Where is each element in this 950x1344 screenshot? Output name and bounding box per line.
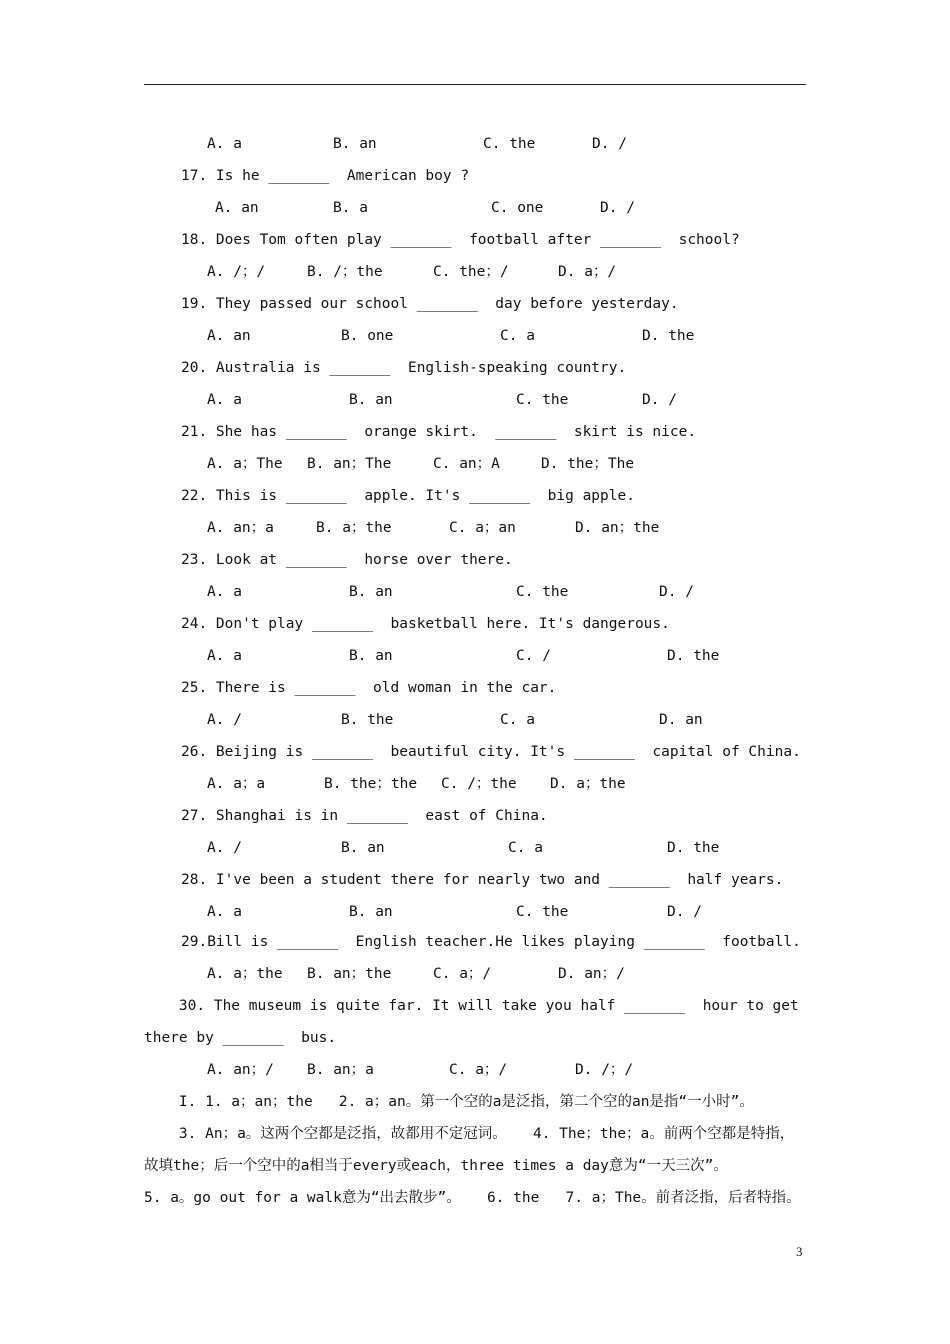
option-b: B. an <box>333 136 377 152</box>
question-options <box>207 260 617 284</box>
option-d: D. an <box>659 712 703 728</box>
option-b: B. /；the <box>307 264 383 280</box>
question-stem: 29.Bill is _______ English teacher.He likes playing _______ football. <box>181 934 801 950</box>
question-options <box>207 1058 634 1082</box>
option-c: C. the <box>516 584 569 600</box>
option-a: A. a <box>207 136 242 152</box>
option-a: A. an <box>207 328 251 344</box>
option-b: B. an；a <box>307 1062 374 1078</box>
question-options <box>207 388 677 412</box>
option-c: C. one <box>491 200 544 216</box>
question-options <box>207 772 626 796</box>
question-stem-line1: 30. The museum is quite far. It will take you half _______ hour to get <box>144 998 799 1014</box>
option-a: A. a；The <box>207 456 283 472</box>
option-a: A. /；/ <box>207 264 266 280</box>
option-b: B. an <box>349 584 393 600</box>
question-options <box>207 644 720 668</box>
option-b: B. an <box>341 840 385 856</box>
option-c: C. / <box>516 648 551 664</box>
option-c: C. a <box>500 328 535 344</box>
option-c: C. a；an <box>449 520 516 536</box>
question-options <box>207 580 694 604</box>
answer-line: 3. An；a。这两个空都是泛指，故都用不定冠词。 4. The；the；a。前两个空都是特指， <box>144 1126 795 1142</box>
question-stem: 22. This is _______ apple. It's _______ big apple. <box>181 488 635 504</box>
question-stem: 25. There is _______ old woman in the car. <box>181 680 557 696</box>
option-d: D. the <box>642 328 695 344</box>
option-d: D. the <box>667 648 720 664</box>
question-stem: 27. Shanghai is in _______ east of China. <box>181 808 548 824</box>
question-stem: 24. Don't play _______ basketball here. It's dangerous. <box>181 616 670 632</box>
option-a: A. an；/ <box>207 1062 274 1078</box>
option-d: D. the <box>667 840 720 856</box>
option-d: D. an；/ <box>558 966 625 982</box>
option-c: C. the；/ <box>433 264 509 280</box>
question-options <box>207 900 702 924</box>
option-a: A. a <box>207 648 242 664</box>
option-a: A. a；the <box>207 966 283 982</box>
option-c: C. a；/ <box>433 966 492 982</box>
option-c: C. an；A <box>433 456 500 472</box>
options-q16 <box>207 132 627 156</box>
answer-line: 故填the；后一个空中的a相当于every或each，three times a day意为“一天三次”。 <box>144 1158 728 1174</box>
option-d: D. / <box>659 584 694 600</box>
option-c: C. a <box>508 840 543 856</box>
answer-line: 5. a。go out for a walk意为“出去散步”。 6. the 7. a；The。前者泛指，后者特指。 <box>144 1190 801 1206</box>
question-options <box>207 962 625 986</box>
question-stem: 20. Australia is _______ English-speaking country. <box>181 360 627 376</box>
option-c: C. the <box>516 392 569 408</box>
option-a: A. a <box>207 392 242 408</box>
question-options <box>207 516 660 540</box>
page-number: 3 <box>796 1244 803 1259</box>
answer-line: I. 1. a；an；the 2. a；an。第一个空的a是泛指，第二个空的an是指“一小时”。 <box>144 1094 754 1110</box>
option-b: B. the <box>341 712 394 728</box>
question-stem: 23. Look at _______ horse over there. <box>181 552 513 568</box>
question-options <box>207 836 720 860</box>
option-a: A. an；a <box>207 520 274 536</box>
option-c: C. the <box>516 904 569 920</box>
option-d: D. a；the <box>550 776 626 792</box>
question-stem: 28. I've been a student there for nearly two and _______ half years. <box>181 872 784 888</box>
question-stem: 17. Is he _______ American boy ? <box>181 168 470 184</box>
option-c: C. /；the <box>441 776 517 792</box>
option-a: A. a <box>207 904 242 920</box>
option-a: A. / <box>207 840 242 856</box>
option-b: B. a <box>333 200 368 216</box>
question-stem-line2: there by _______ bus. <box>144 1030 337 1046</box>
option-b: B. an <box>349 392 393 408</box>
option-b: B. an；The <box>307 456 392 472</box>
option-d: D. a；/ <box>558 264 617 280</box>
question-stem: 21. She has _______ orange skirt. _______ skirt is nice. <box>181 424 697 440</box>
question-stem: 18. Does Tom often play _______ football after _______ school? <box>181 232 740 248</box>
option-d: D. an；the <box>575 520 660 536</box>
option-c: C. the <box>483 136 536 152</box>
option-b: B. an；the <box>307 966 392 982</box>
question-options <box>207 196 635 220</box>
option-a: A. a <box>207 584 242 600</box>
question-stem: 19. They passed our school _______ day before yesterday. <box>181 296 679 312</box>
option-b: B. the；the <box>324 776 418 792</box>
option-c: C. a <box>500 712 535 728</box>
option-a: A. / <box>207 712 242 728</box>
option-d: D. / <box>600 200 635 216</box>
question-stem: 26. Beijing is _______ beautiful city. It's _______ capital of China. <box>181 744 801 760</box>
question-options <box>207 452 635 476</box>
option-d: D. / <box>642 392 677 408</box>
header-rule <box>144 84 806 85</box>
option-b: B. an <box>349 648 393 664</box>
option-c: C. a；/ <box>449 1062 508 1078</box>
option-d: D. / <box>667 904 702 920</box>
question-options <box>207 324 695 348</box>
option-d: D. the；The <box>541 456 635 472</box>
option-a: A. an <box>215 200 259 216</box>
option-d: D. /；/ <box>575 1062 634 1078</box>
option-b: B. one <box>341 328 394 344</box>
option-d: D. / <box>592 136 627 152</box>
question-options <box>207 708 703 732</box>
option-a: A. a；a <box>207 776 266 792</box>
option-b: B. a；the <box>316 520 392 536</box>
option-b: B. an <box>349 904 393 920</box>
